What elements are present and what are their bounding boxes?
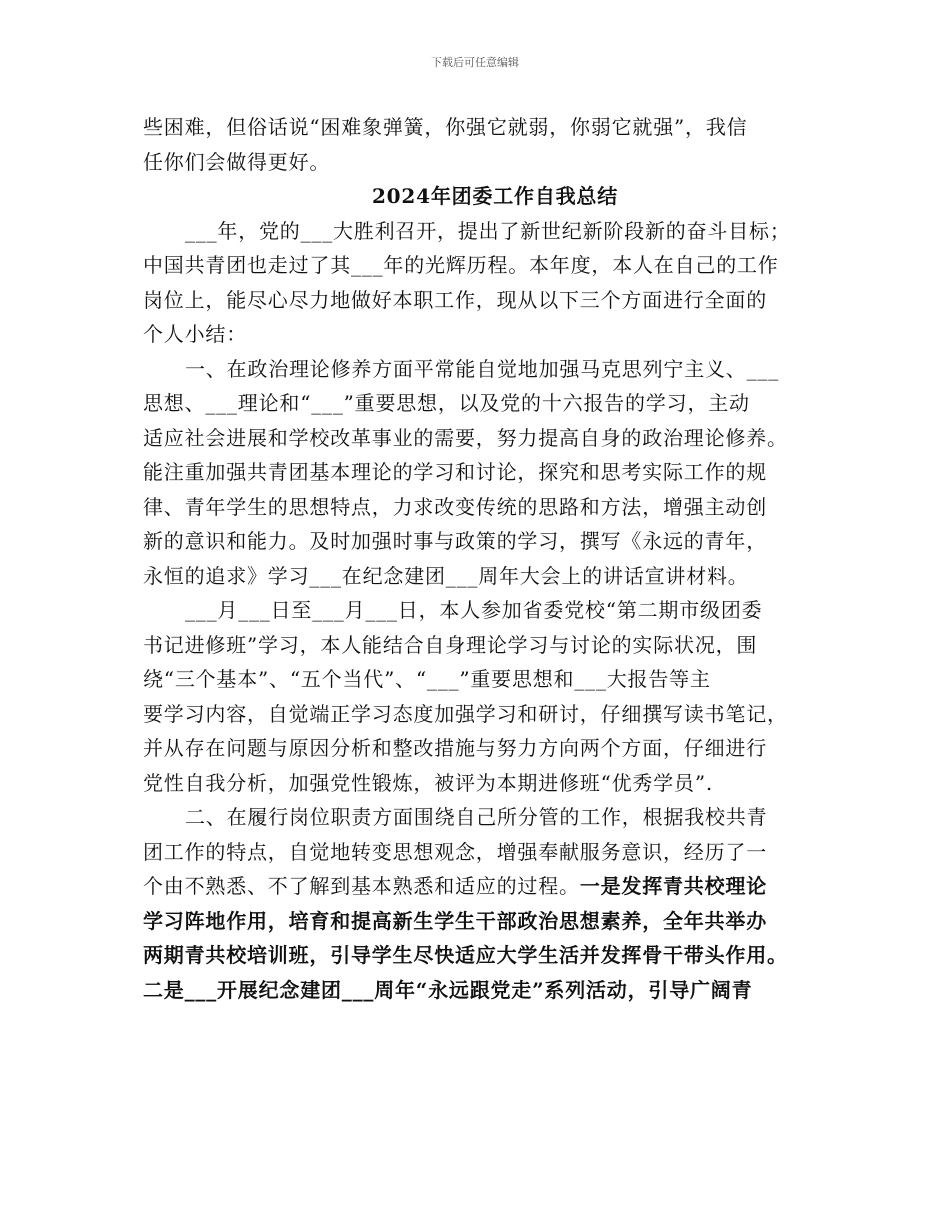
text-line: 律、青年学生的思想特点，力求改变传统的思路和方法，增强主动创 (143, 494, 767, 519)
text-line: 个人小结： (143, 322, 247, 346)
section-two-paragraph (143, 800, 823, 1007)
document-body (143, 110, 823, 1007)
text-line: 新的意识和能力。及时加强时事与政策的学习，撰写《永远的青年， (143, 529, 767, 553)
continuation-paragraph (143, 110, 823, 179)
bold-text-line: 两期青共校培训班，引导学生尽快适应大学生活并发挥骨干带头作用。 (143, 943, 788, 967)
text-line: 要学习内容，自觉端正学习态度加强学习和研讨，仔细撰写读书笔记， (143, 701, 788, 726)
text-line: 永恒的追求》学习___在纪念建团___周年大会上的讲话宣讲材料。 (143, 563, 749, 588)
training-paragraph (143, 593, 823, 800)
text-line: 中国共青团也走过了其___年的光辉历程。本年度，本人在自己的工作 (143, 253, 779, 277)
page-header: 下载后可任意编辑 (431, 56, 519, 69)
text-run: 个由不熟悉、不了解到基本熟悉和适应的过程。 (143, 874, 580, 898)
text-line: 一、在政治理论修养方面平常能自觉地加强马克思列宁主义、___ (185, 356, 779, 381)
section-one-paragraph (143, 352, 823, 594)
text-line: 些困难，但俗话说“困难象弹簧，你强它就弱，你弱它就强”，我信 (143, 115, 748, 139)
document-title: 2024年团委工作自我总结 (371, 184, 619, 208)
bold-text-line: 学习阵地作用，培育和提高新生学生干部政治思想素养，全年共举办 (143, 908, 767, 933)
bold-text-run: 一是发挥青共校理论 (579, 874, 768, 898)
text-line: ___月___日至___月___日，本人参加省委党校“第二期市级团委 (185, 598, 763, 622)
bold-text-line: 二是___开展纪念建团___周年“永远跟党走”系列活动，引导广阔青 (143, 977, 753, 1002)
text-line: 并从存在问题与原因分析和整改措施与努力方向两个方面，仔细进行 (143, 736, 767, 760)
text-line: 能注重加强共青团基本理论的学习和讨论，探究和思考实际工作的规 (143, 460, 767, 484)
text-line: 团工作的特点，自觉地转变思想观念，增强奉献服务意识，经历了一 (143, 839, 767, 864)
text-line: 绕“三个基本”、“五个当代”、“___”重要思想和___大报告等主 (143, 667, 711, 691)
intro-paragraph (143, 214, 823, 352)
text-line (143, 869, 823, 904)
text-line: 适应社会进展和学校改革事业的需要，努力提高自身的政治理论修养。 (143, 425, 788, 450)
text-line: ___年，党的___大胜利召开，提出了新世纪新阶段新的奋斗目标； (185, 218, 791, 243)
text-line: 二、在履行岗位职责方面围绕自己所分管的工作，根据我校共青 (185, 805, 768, 829)
text-line: 党性自我分析，加强党性锻炼，被评为本期进修班“优秀学员”. (143, 770, 714, 795)
text-line: 思想、___理论和“___”重要思想，以及党的十六报告的学习，主动 (143, 391, 750, 415)
text-line: 书记进修班”学习，本人能结合自身理论学习与讨论的实际状况，围 (143, 632, 758, 657)
text-line: 任你们会做得更好。 (143, 149, 331, 174)
text-line: 岗位上，能尽心尽力地做好本职工作，现从以下三个方面进行全面的 (143, 287, 767, 312)
